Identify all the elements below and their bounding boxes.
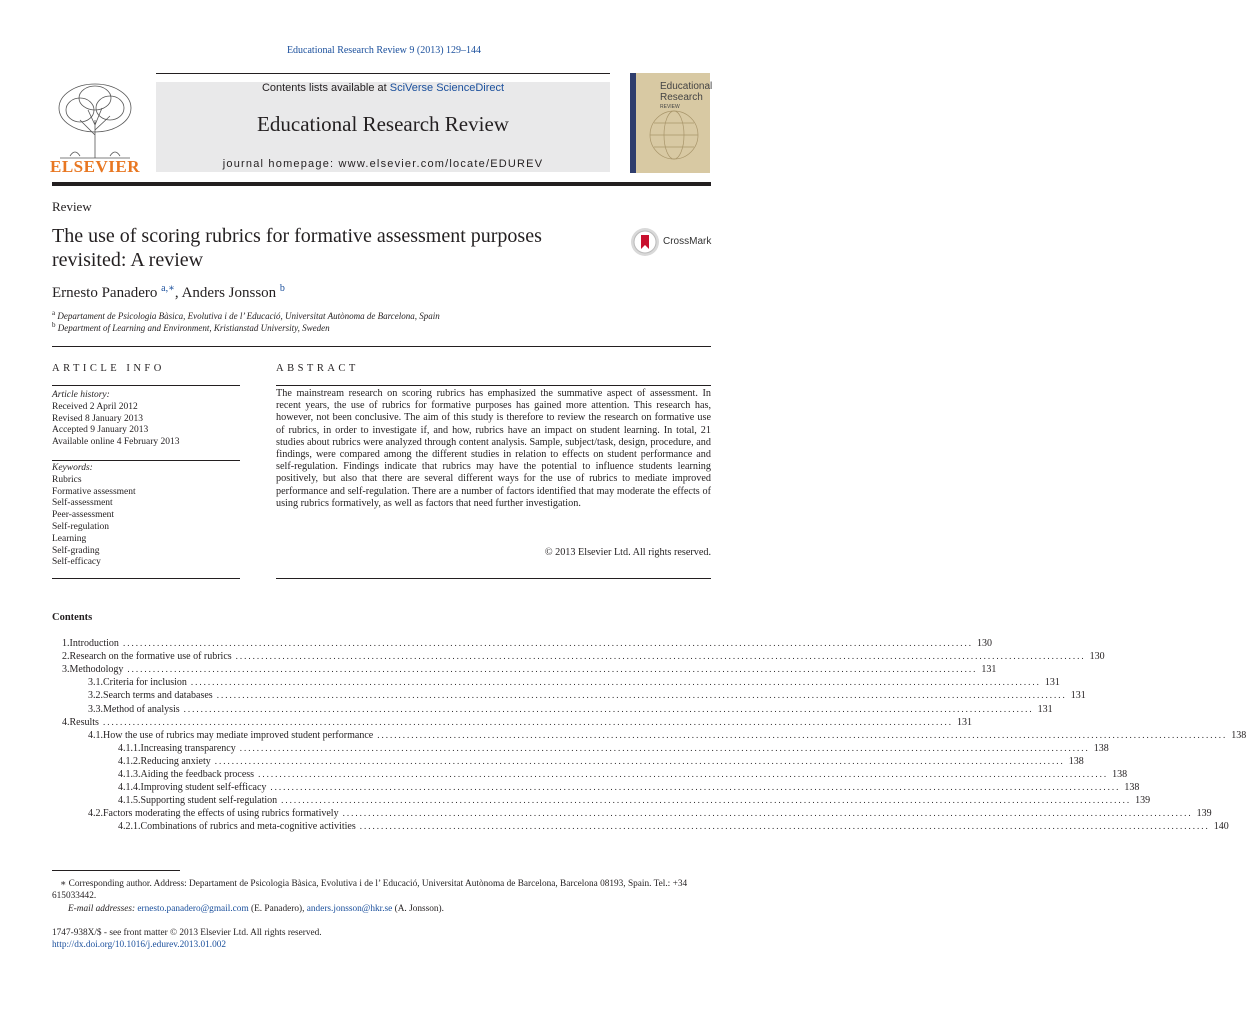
toc-leader-dots: ........................................................................................................................................................................................................: [281, 795, 1132, 806]
toc-entry[interactable]: [118, 794, 1151, 807]
toc-entry-number: 3.: [62, 664, 70, 676]
abstract-bottom-rule: [276, 578, 711, 579]
toc-leader-dots: ........................................................................................................................................................................................................: [377, 729, 1228, 740]
footnote-rule: [52, 870, 180, 871]
journal-cover-image: [630, 73, 713, 173]
toc-entry[interactable]: [88, 689, 1086, 702]
toc-entry[interactable]: [88, 676, 1060, 689]
toc-entry[interactable]: [118, 755, 1084, 768]
toc-entry-number: 4.1.3.: [118, 769, 141, 780]
toc-entry-number: 3.2.: [88, 690, 103, 702]
toc-entry[interactable]: [118, 742, 1109, 755]
toc-entry-page: 138: [1231, 729, 1246, 741]
toc-entry-page: 138: [1112, 769, 1128, 780]
keyword-item: Peer-assessment: [52, 510, 115, 521]
email-link-2[interactable]: anders.jonsson@hkr.se: [306, 904, 393, 914]
toc-entry-page: 131: [1044, 677, 1060, 689]
toc-entry[interactable]: [118, 781, 1140, 794]
cover-strip: [630, 73, 636, 173]
article-info-heading: ARTICLE INFO: [52, 363, 165, 374]
journal-reference-link[interactable]: Educational Research Review 9 (2013) 129–144: [286, 45, 482, 56]
toc-entry-page: 138: [1068, 755, 1084, 767]
authors-line: [52, 283, 285, 302]
toc-entry-title: Criteria for inclusion: [103, 677, 187, 689]
affiliation-a-mark: a: [52, 309, 56, 317]
toc-entry[interactable]: [62, 637, 992, 650]
keywords-block: [52, 463, 240, 569]
crossmark-badge[interactable]: [630, 227, 720, 259]
toc-entry-page: 139: [1135, 795, 1151, 807]
header-thick-rule: [52, 182, 711, 186]
email-note: [52, 903, 727, 915]
crossmark-icon: [630, 227, 660, 257]
toc-leader-dots: ........................................................................................................................................................................................................: [214, 755, 1065, 766]
cover-title-line-1: Educational: [660, 81, 713, 92]
history-revised: Revised 8 January 2013: [52, 413, 144, 424]
toc-leader-dots: ........................................................................................................................................................................................................: [127, 664, 978, 675]
toc-entry-page: 139: [1196, 808, 1212, 820]
keyword-item: Rubrics: [52, 474, 82, 485]
affiliation-b-mark: b: [52, 321, 56, 329]
toc-entry[interactable]: [62, 716, 972, 729]
toc-entry-number: 4.: [62, 716, 70, 728]
toc-entry-title: Methodology: [69, 664, 124, 676]
toc-entry[interactable]: [118, 820, 1229, 833]
footnote-mark: ∗: [60, 879, 67, 889]
journal-title: Educational Research Review: [257, 112, 509, 136]
issn-line: 1747-938X/$ - see front matter © 2013 Elsevier Ltd. All rights reserved.: [52, 928, 322, 938]
cover-subtitle: REVIEW: [660, 104, 680, 110]
crossmark-label: CrossMark: [663, 236, 712, 247]
toc-entry-number: 4.2.: [88, 808, 103, 820]
abstract-text: The mainstream research on scoring rubrics has emphasized the summative aspect of assessment. In recent years, the use of rubrics for formative purposes has gained more attention. This research has, however, not been conclusive. The aim of this study is therefore to review the research on formative use of rubrics, in order to investigate if, and how, rubrics have an impact on student learning. In total, 21 studies about rubrics were analyzed through content analysis. Sample, subject/task, design, procedure, and findings, were compared among the different studies in relation to effects on student performance and self-regulation. Findings indicate that rubrics may have the potential to influence students learning positively, but also that there are several different ways for the use of rubrics to mediate improved performance and self-regulation. There are a number of factors identified that may moderate the effects of using rubrics formatively, as well as factors that need further investigation.: [276, 388, 711, 509]
author-1-affiliation[interactable]: a,∗: [161, 283, 175, 294]
section-divider: [52, 346, 711, 347]
toc-entry-number: 4.1.2.: [118, 755, 141, 767]
toc-entry-title: Search terms and databases: [103, 690, 213, 702]
toc-entry-number: 3.1.: [88, 677, 103, 689]
keyword-item: Self-grading: [52, 545, 100, 556]
toc-entry[interactable]: [88, 807, 1212, 820]
article-title: The use of scoring rubrics for formative assessment purposes revisited: A review: [52, 225, 542, 271]
affiliation-a: [52, 309, 440, 321]
email-owner-1: (E. Panadero),: [248, 904, 307, 914]
toc-entry-number: 1.: [62, 638, 70, 649]
toc-entry-title: Increasing transparency: [140, 742, 236, 754]
sciencedirect-link[interactable]: SciVerse ScienceDirect: [389, 82, 505, 94]
toc-entry[interactable]: [62, 663, 997, 676]
toc-entry[interactable]: [62, 650, 1105, 663]
toc-leader-dots: ........................................................................................................................................................................................................: [183, 703, 1034, 714]
toc-entry-title: Combinations of rubrics and meta-cognitive activities: [140, 821, 356, 833]
keyword-item: Self-assessment: [52, 498, 113, 509]
toc-entry[interactable]: [118, 768, 1128, 781]
contents-prefix: Contents lists available at: [261, 82, 390, 94]
toc-leader-dots: ........................................................................................................................................................................................................: [270, 782, 1121, 793]
toc-entry-title: Results: [69, 716, 99, 728]
author-2: Anders Jonsson: [181, 285, 277, 301]
keyword-item: Self-regulation: [52, 521, 109, 532]
history-received: Received 2 April 2012: [52, 401, 138, 412]
toc-entry-page: 140: [1213, 821, 1229, 833]
toc-entry-number: 4.1.4.: [118, 782, 141, 794]
toc-leader-dots: ........................................................................................................................................................................................................: [359, 821, 1210, 832]
toc-entry-title: Aiding the feedback process: [140, 769, 255, 780]
article-type: Review: [52, 199, 92, 214]
toc-leader-dots: ........................................................................................................................................................................................................: [122, 638, 973, 648]
toc-leader-dots: ........................................................................................................................................................................................................: [235, 651, 1086, 662]
toc-entry-number: 3.3.: [88, 703, 103, 715]
toc-leader-dots: ........................................................................................................................................................................................................: [190, 677, 1041, 688]
cover-title: [660, 81, 712, 103]
corresponding-text: Corresponding author. Address: Departament de Psicologia Bàsica, Evolutiva i de l’ Educació, Universitat Autònoma de Barcelona, Barcelona 08193, Spain. Tel.: +34 615033442.: [52, 879, 688, 901]
toc-entry-number: 2.: [62, 651, 70, 663]
toc-entry-title: How the use of rubrics may mediate improved student performance: [103, 729, 374, 741]
keyword-item: Formative assessment: [52, 486, 136, 497]
toc-entry-page: 131: [956, 716, 972, 728]
toc-leader-dots: ........................................................................................................................................................................................................: [102, 716, 953, 727]
toc-entry-number: 4.2.1.: [118, 821, 141, 833]
journal-homepage[interactable]: journal homepage: www.elsevier.com/locate/EDUREV: [222, 158, 544, 170]
toc-entry-number: 4.1.5.: [118, 795, 141, 807]
header-rule: [156, 73, 610, 74]
abstract-rule: [276, 385, 711, 386]
toc-leader-dots: ........................................................................................................................................................................................................: [258, 769, 1109, 779]
keyword-item: Self-efficacy: [52, 557, 101, 568]
author-2-affiliation[interactable]: b: [279, 283, 285, 294]
toc-leader-dots: ........................................................................................................................................................................................................: [216, 690, 1067, 701]
toc-entry-number: 4.1.: [88, 729, 103, 741]
article-info-rule: [52, 385, 240, 386]
toc-entry-page: 130: [976, 638, 992, 649]
history-label: Article history:: [52, 390, 110, 400]
abstract-copyright: © 2013 Elsevier Ltd. All rights reserved.: [544, 547, 711, 558]
author-separator: ,: [174, 285, 182, 301]
toc-entry-title: Reducing anxiety: [140, 755, 211, 767]
history-accepted: Accepted 9 January 2013: [52, 425, 149, 436]
toc-entry-title: Supporting student self-regulation: [140, 795, 278, 807]
affiliation-a-text: Departament de Psicologia Bàsica, Evolutiva i de l’ Educació, Universitat Autònoma de Barcelona, Spain: [57, 311, 440, 321]
email-link-1[interactable]: ernesto.panadero@gmail.com: [137, 904, 249, 914]
toc-leader-dots: ........................................................................................................................................................................................................: [342, 808, 1193, 819]
toc-entry-title: Factors moderating the effects of using rubrics formatively: [103, 808, 339, 820]
toc-entry-page: 130: [1089, 651, 1105, 663]
corresponding-author-note: [52, 878, 711, 902]
affiliation-b: [52, 321, 330, 333]
keyword-item: Learning: [52, 533, 87, 544]
doi-link[interactable]: http://dx.doi.org/10.1016/j.edurev.2013.01.002: [52, 940, 227, 950]
toc-entry-page: 138: [1093, 742, 1109, 754]
abstract-heading: ABSTRACT: [276, 363, 359, 374]
article-history: [52, 390, 240, 449]
toc-entry-number: 4.1.1.: [118, 742, 141, 754]
history-online: Available online 4 February 2013: [52, 437, 180, 448]
affiliation-b-text: Department of Learning and Environment, Kristianstad University, Sweden: [57, 323, 330, 333]
contents-available-line: [156, 82, 610, 94]
keywords-label: Keywords:: [52, 463, 93, 473]
elsevier-wordmark: ELSEVIER: [50, 157, 140, 176]
email-owner-2: (A. Jonsson).: [392, 904, 444, 914]
toc-entry-title: Improving student self-efficacy: [140, 782, 267, 794]
cover-title-line-2: Research: [660, 92, 703, 103]
article-info-bottom-rule: [52, 578, 240, 579]
keywords-rule: [52, 460, 240, 461]
toc-entry-title: Research on the formative use of rubrics: [69, 651, 232, 663]
cover-globe-icon: [642, 103, 702, 163]
toc-entry-title: Introduction: [69, 638, 119, 649]
toc-entry-page: 131: [981, 664, 997, 676]
toc-leader-dots: ........................................................................................................................................................................................................: [239, 742, 1090, 753]
author-1: Ernesto Panadero: [52, 285, 158, 301]
toc-entry[interactable]: [88, 703, 1053, 716]
contents-heading: Contents: [52, 612, 93, 623]
toc-entry[interactable]: [88, 729, 1246, 742]
toc-entry-title: Method of analysis: [103, 703, 180, 715]
toc-entry-page: 131: [1070, 690, 1086, 702]
toc-entry-page: 138: [1124, 782, 1140, 794]
toc-entry-page: 131: [1037, 703, 1053, 715]
email-label: E-mail addresses:: [68, 904, 138, 914]
